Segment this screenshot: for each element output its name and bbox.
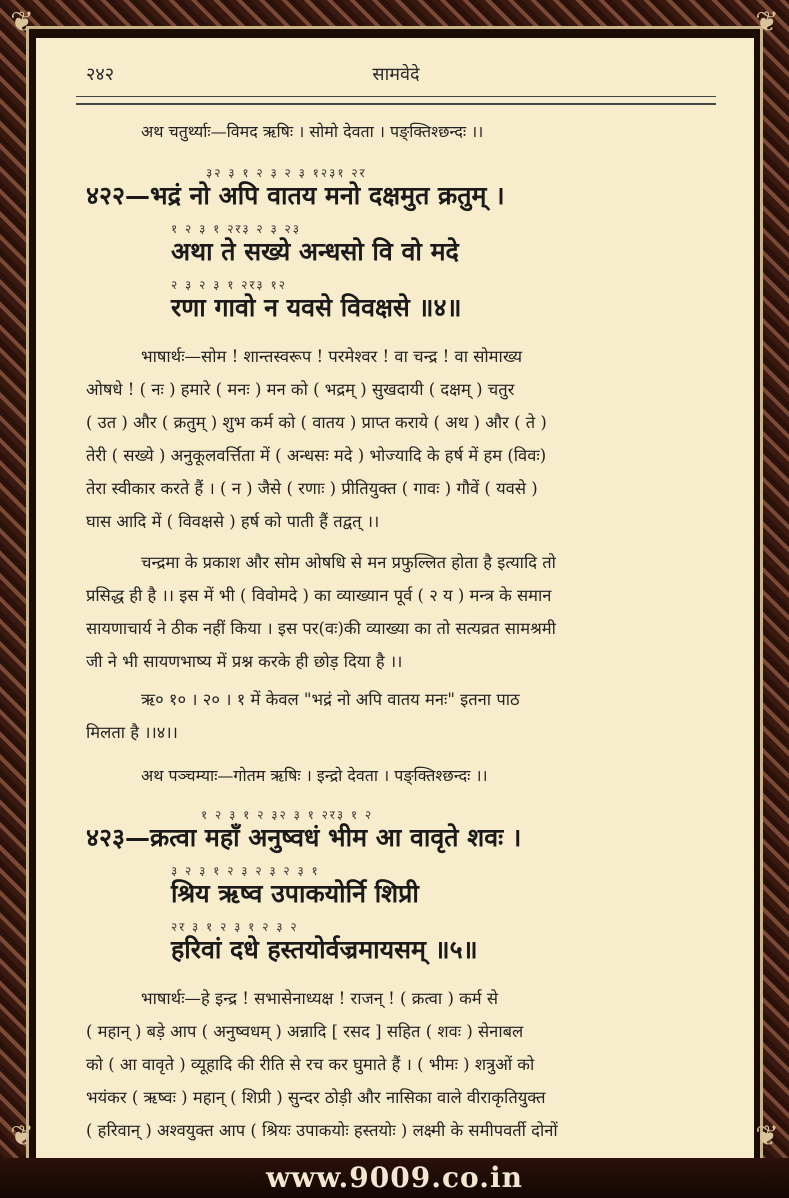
bhashya-line: ( उत ) और ( क्रतुम् ) शुभ कर्म को ( वातय ) प्राप्त कराये ( अथ ) और ( ते ) bbox=[86, 413, 547, 432]
bhashya-line: घास आदि में ( विवक्षसे ) हर्ष को पाती हैं तद्वत् ।। bbox=[86, 512, 380, 531]
reference-line: ऋ० १० । २० । १ में केवल "भद्रं नो अपि वातय मनः" इतना पाठ bbox=[141, 690, 520, 709]
note-line: प्रसिद्ध ही है ।। इस में भी ( विवोमदे ) का व्याख्यान पूर्व ( २ य ) मन्त्र के समान bbox=[86, 586, 552, 605]
page-title: सामवेदे bbox=[372, 64, 420, 85]
corner-ornament-icon: ❦ bbox=[755, 1119, 779, 1152]
book-page bbox=[36, 38, 754, 1160]
accent-marks: २र ३ १ २ ३ १ २ ३ २ bbox=[171, 920, 299, 934]
bhashya-line: ( महान् ) बड़े आप ( अनुष्वधम् ) अन्नादि [ रसद ] सहित ( शवः ) सेनाबल bbox=[86, 1022, 524, 1041]
corner-ornament-icon: ❦ bbox=[10, 5, 34, 38]
page-number: २४२ bbox=[86, 64, 115, 85]
bhashya-line: तेरी ( सख्ये ) अनुकूलवर्त्तिता में ( अन्धसः मदे ) भोज्यादि के हर्ष में हम (विवः) bbox=[86, 446, 547, 465]
accent-marks: २ ३ २ ३ १ २र३ १२ bbox=[171, 278, 287, 292]
bhashya-line: को ( आ वावृते ) व्यूहादि की रीति से रच कर घुमाते हैं । ( भीमः ) शत्रुओं को bbox=[86, 1055, 535, 1074]
footer-band bbox=[0, 1158, 789, 1198]
bhashya-line: ओषधे ! ( नः ) हमारे ( मनः ) मन को ( भद्रम् ) सुखदायी ( दक्षम् ) चतुर bbox=[86, 380, 515, 399]
verse-line: ४२३—क्रत्वा महाँ अनुष्वधं भीम आ वावृते शवः । bbox=[86, 823, 522, 852]
verse-line: ४२२—भद्रं नो अपि वातय मनो दक्षमुत क्रतुम् । bbox=[86, 181, 505, 210]
accent-marks: १ २ ३ १ २ ३२ ३ १ २र३ १ २ bbox=[201, 808, 374, 822]
header-rule bbox=[76, 96, 716, 105]
website-url[interactable]: www.9009.co.in bbox=[266, 1161, 523, 1194]
note-line: चन्द्रमा के प्रकाश और सोम ओषधि से मन प्रफुल्लित होता है इत्यादि तो bbox=[141, 553, 556, 572]
bhashya-line: भाषार्थः—सोम ! शान्तस्वरूप ! परमेश्वर ! वा चन्द्र ! वा सोमाख्य bbox=[141, 347, 523, 366]
verse-intro: अथ पञ्चम्याः—गोतम ऋषिः । इन्द्रो देवता । पङ्क्तिश्छन्दः ।। bbox=[141, 766, 488, 785]
bhashya-line: ( हरिवान् ) अश्वयुक्त आप ( श्रियः उपाकयोः हस्तयोः ) लक्ष्मी के समीपवर्ती दोनों bbox=[86, 1121, 558, 1140]
note-line: सायणाचार्य ने ठीक नहीं किया । इस पर(वः)की व्याख्या का तो सत्यव्रत सामश्रमी bbox=[86, 619, 556, 638]
bhashya-line: तेरा स्वीकार करते हैं । ( न ) जैसे ( रणाः ) प्रीतियुक्त ( गावः ) गौवें ( यवसे ) bbox=[86, 479, 538, 498]
verse-line: रणा गावो न यवसे विवक्षसे ॥४॥ bbox=[171, 293, 462, 322]
page-header bbox=[86, 60, 706, 88]
accent-marks: १ २ ३ १ २र३ २ ३ २३ bbox=[171, 222, 302, 236]
accent-marks: ३२ ३ १ २ ३ २ ३ १२३१ २र bbox=[206, 166, 367, 180]
verse-line: हरिवां दधे हस्तयोर्वज्रमायसम् ॥५॥ bbox=[171, 935, 478, 964]
bhashya-line: भाषार्थः—हे इन्द्र ! सभासेनाध्यक्ष ! राजन् ! ( क्रत्वा ) कर्म से bbox=[141, 989, 499, 1008]
corner-ornament-icon: ❦ bbox=[755, 5, 779, 38]
verse-line: अथा ते सख्ये अन्धसो वि वो मदे bbox=[171, 237, 459, 266]
bhashya-line: भयंकर ( ऋष्वः ) महान् ( शिप्री ) सुन्दर ठोड़ी और नासिका वाले वीराकृतियुक्त bbox=[86, 1088, 546, 1107]
corner-ornament-icon: ❦ bbox=[10, 1119, 34, 1152]
verse-line: श्रिय ऋष्व उपाकयोर्नि शिप्री bbox=[171, 879, 419, 908]
verse-intro: अथ चतुर्थ्याः—विमद ऋषिः । सोमो देवता । पङ्क्तिश्छन्दः ।। bbox=[141, 122, 484, 141]
note-line: जी ने भी सायणभाष्य में प्रश्न करके ही छोड़ दिया है ।। bbox=[86, 652, 403, 671]
reference-line: मिलता है ।।४।। bbox=[86, 723, 178, 742]
accent-marks: ३ २ ३ १ २ ३ २ ३ २ ३ १ bbox=[171, 864, 320, 878]
